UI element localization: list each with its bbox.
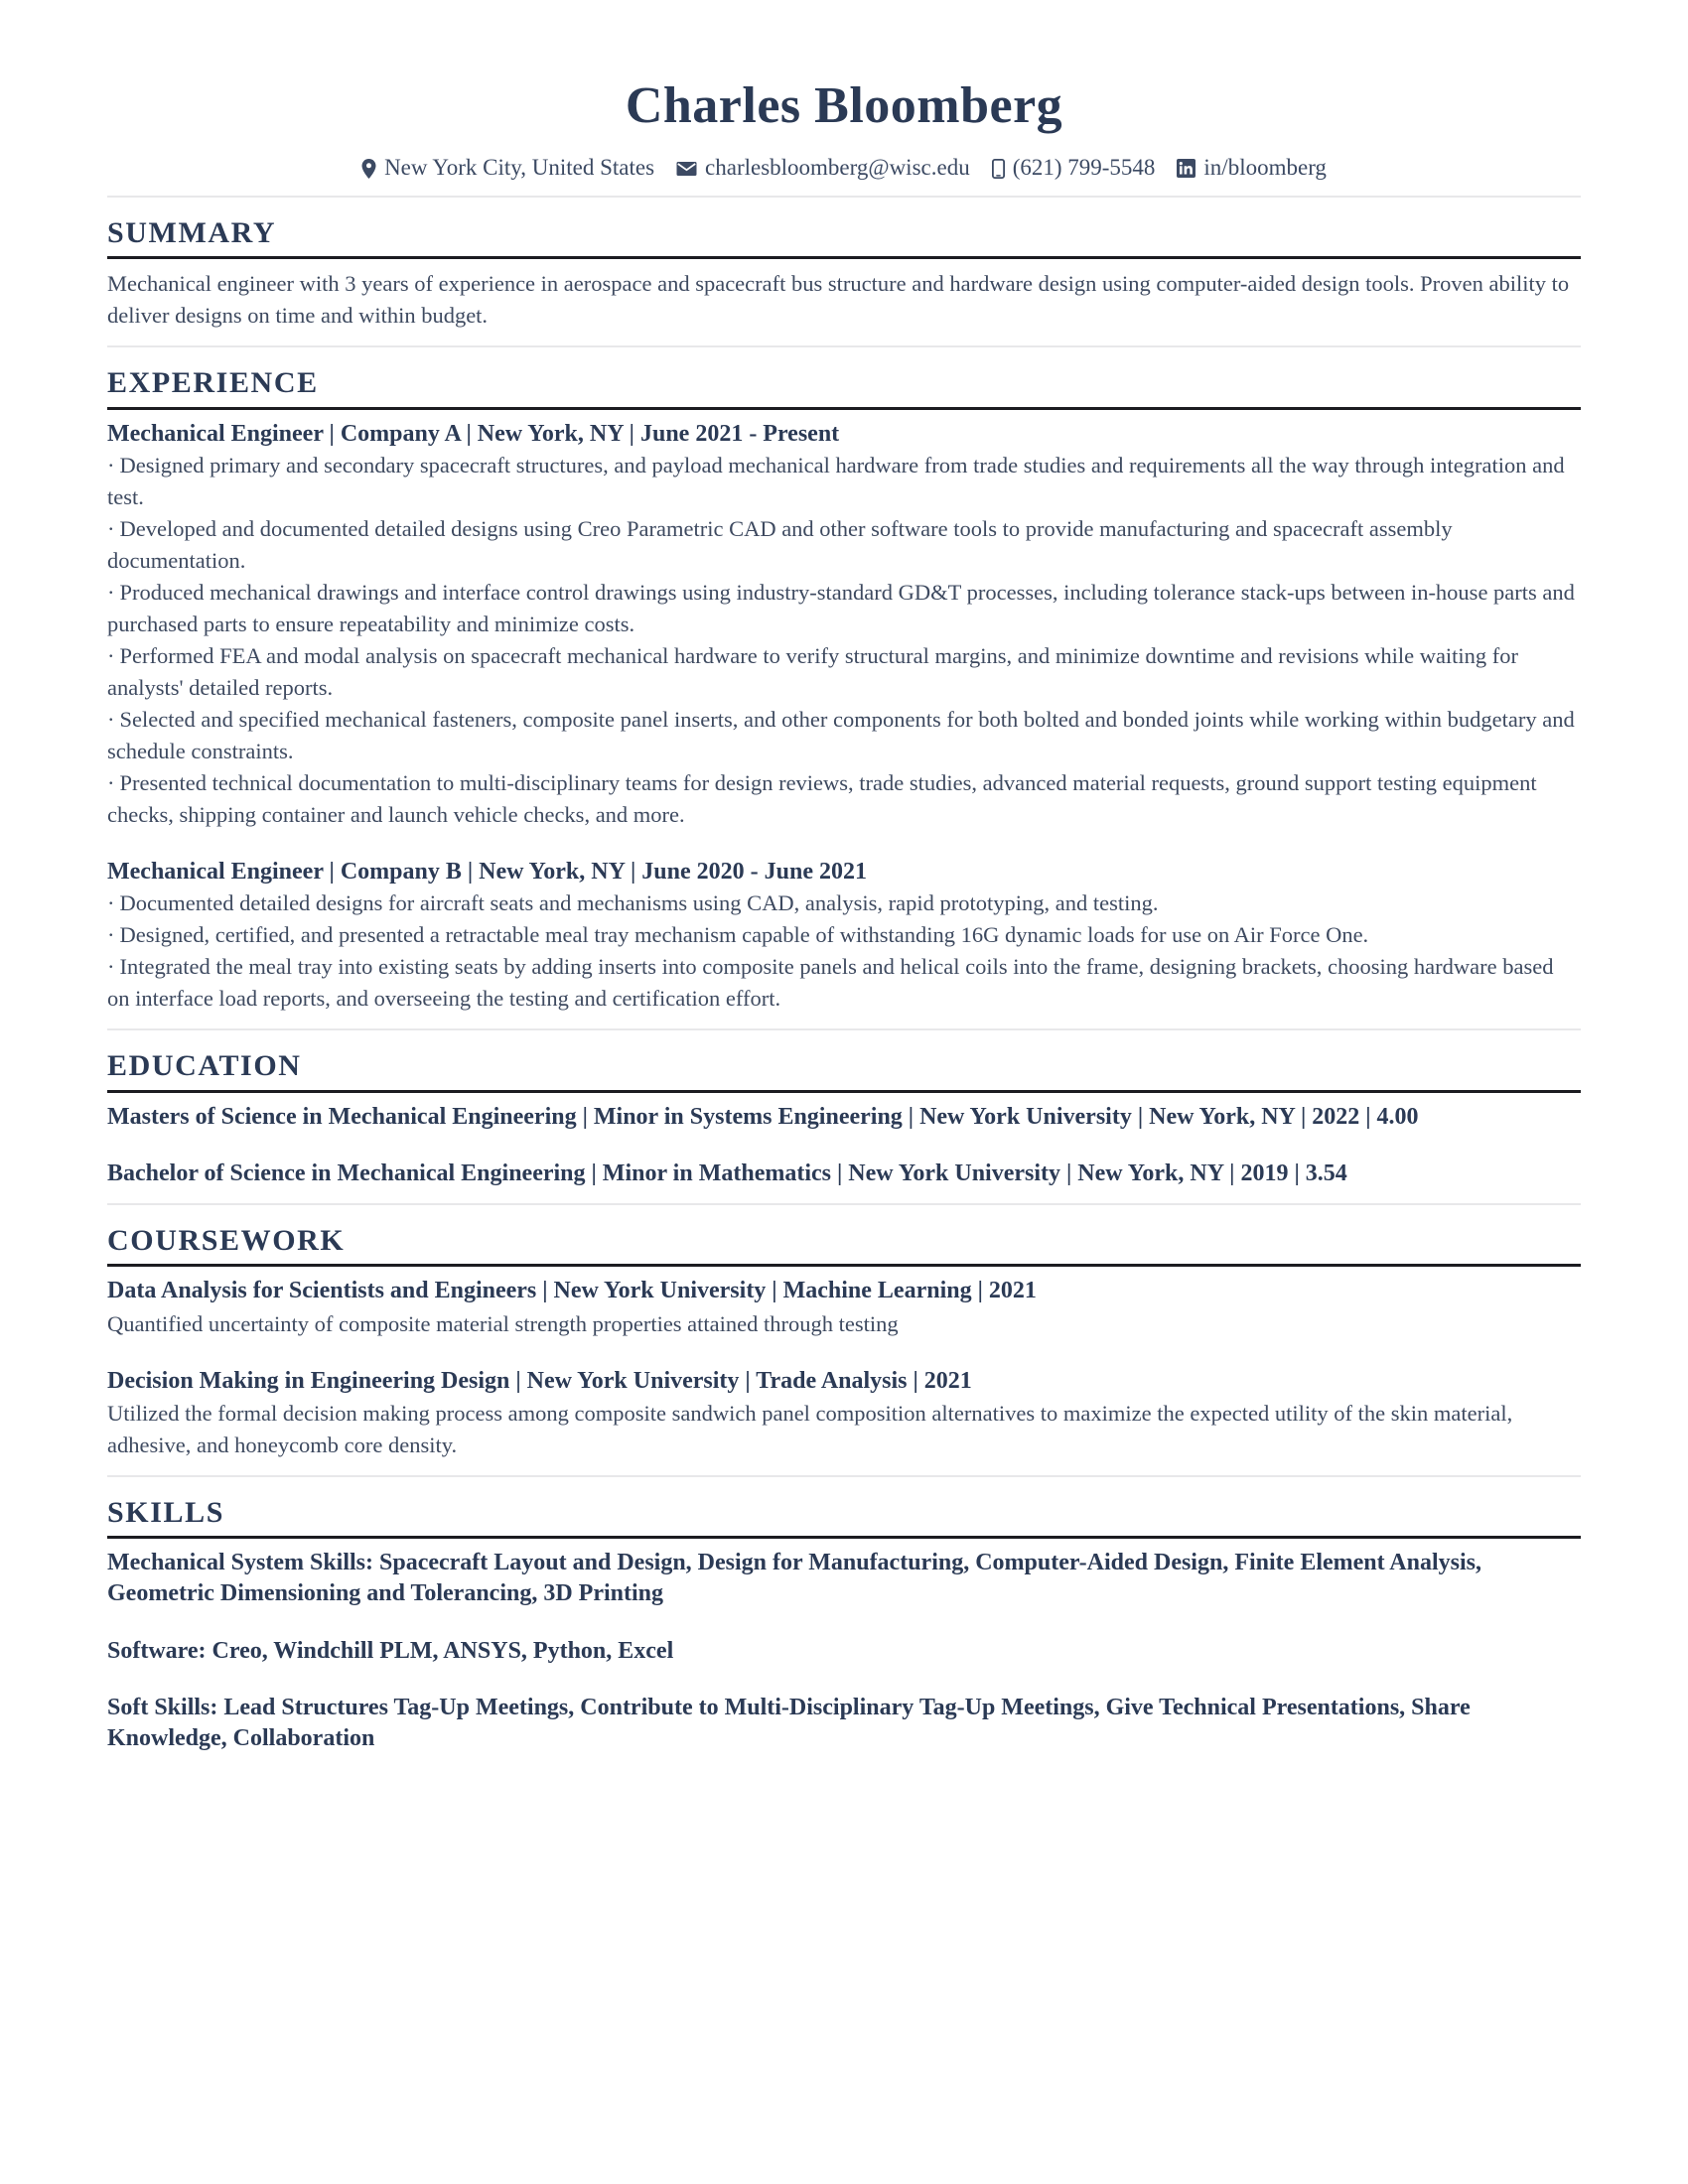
list-item xyxy=(107,513,1581,577)
coursework-item xyxy=(107,1276,1581,1339)
list-item-text: Documented detailed designs for aircraft seats and mechanisms using CAD, analysis, rapid prototyping, and testing. xyxy=(119,890,1159,916)
list-item-text: Developed and documented detailed designs using Creo Parametric CAD and other software tools to provide manufacturing and spacecraft assembly documentation. xyxy=(107,516,1453,574)
section-body-education xyxy=(107,1093,1581,1189)
coursework-item-desc: Utilized the formal decision making process among composite sandwich panel composition alternatives to maximize the expected utility of the skin material, adhesive, and honeycomb core density. xyxy=(107,1400,1513,1457)
list-item-text: Produced mechanical drawings and interface control drawings using industry-standard GD&T processes, including tolerance stack-ups between in-house parts and purchased parts to ensure repeatability and minimize costs. xyxy=(107,580,1575,637)
linkedin-icon xyxy=(1177,159,1196,178)
section-skills xyxy=(107,1475,1581,1754)
contact-phone-text: (621) 799-5548 xyxy=(1012,155,1156,181)
list-item xyxy=(107,577,1581,640)
skills-line: Soft Skills: Lead Structures Tag-Up Meetings, Contribute to Multi-Disciplinary Tag-Up Meetings, Give Technical Presentations, Share Knowledge, Collaboration xyxy=(107,1694,1471,1751)
contact-email-text: charlesbloomberg@wisc.edu xyxy=(705,155,970,181)
bullet-glyph: · xyxy=(107,453,115,478)
bullet-glyph: · xyxy=(107,643,115,668)
contact-location[interactable] xyxy=(361,154,654,182)
coursework-item-title: Decision Making in Engineering Design | New York University | Trade Analysis | 2021 xyxy=(107,1367,972,1394)
contact-email[interactable] xyxy=(676,154,970,182)
education-item: Bachelor of Science in Mechanical Engineering | Minor in Mathematics | New York University | New York, NY | 2019 | 3.54 xyxy=(107,1160,1347,1186)
contact-linkedin-text: in/bloomberg xyxy=(1203,155,1327,181)
list-item xyxy=(107,951,1581,1015)
list-item xyxy=(107,704,1581,767)
bullet-glyph: · xyxy=(107,706,115,732)
bullet-glyph: · xyxy=(107,516,115,542)
list-item-text: Selected and specified mechanical fasteners, composite panel inserts, and other components for both bolted and bonded joints while working within budgetary and schedule constraints. xyxy=(107,706,1575,763)
phone-icon xyxy=(992,159,1005,179)
experience-entry xyxy=(107,857,1581,1015)
section-title-summary: SUMMARY xyxy=(107,217,1581,260)
page-title: Charles Bloomberg xyxy=(625,77,1063,134)
section-body-coursework xyxy=(107,1267,1581,1460)
section-body-summary xyxy=(107,259,1581,332)
section-summary xyxy=(107,196,1581,332)
bullet-glyph: · xyxy=(107,922,115,948)
bullet-glyph: · xyxy=(107,580,115,606)
contact-line xyxy=(107,154,1581,182)
list-item xyxy=(107,887,1581,919)
skills-line: Software: Creo, Windchill PLM, ANSYS, Python, Excel xyxy=(107,1637,674,1664)
list-item-text: Presented technical documentation to multi-disciplinary teams for design reviews, trade studies, advanced material requests, ground support testing equipment checks, shipping container and launch vehicle checks, and more. xyxy=(107,769,1537,827)
experience-bullet-list xyxy=(107,887,1581,1015)
skills-line: Mechanical System Skills: Spacecraft Layout and Design, Design for Manufacturing, Computer-Aided Design, Finite Element Analysis, Geometric Dimensioning and Tolerancing, 3D Printing xyxy=(107,1550,1481,1607)
section-coursework xyxy=(107,1203,1581,1461)
summary-text: Mechanical engineer with 3 years of experience in aerospace and spacecraft bus structure and hardware design using computer-aided design tools. Proven ability to deliver designs on time and within budget. xyxy=(107,271,1570,329)
list-item-text: Performed FEA and modal analysis on spacecraft mechanical hardware to verify structural margins, and minimize downtime and revisions while waiting for analysts' detailed reports. xyxy=(107,643,1519,700)
coursework-item-desc: Quantified uncertainty of composite material strength properties attained through testing xyxy=(107,1310,899,1336)
coursework-item xyxy=(107,1366,1581,1461)
section-body-experience xyxy=(107,410,1581,1015)
experience-entry-title: Mechanical Engineer | Company B | New York, NY | June 2020 - June 2021 xyxy=(107,858,867,885)
list-item xyxy=(107,767,1581,831)
experience-bullet-list xyxy=(107,450,1581,830)
envelope-icon xyxy=(676,161,697,177)
list-item xyxy=(107,919,1581,951)
experience-entry-title: Mechanical Engineer | Company A | New York, NY | June 2021 - Present xyxy=(107,420,840,447)
list-item xyxy=(107,450,1581,513)
contact-linkedin[interactable] xyxy=(1177,154,1327,182)
experience-entry xyxy=(107,419,1581,831)
list-item-text: Designed, certified, and presented a retractable meal tray mechanism capable of withstanding 16G dynamic loads for use on Air Force One. xyxy=(119,922,1369,948)
section-title-coursework: COURSEWORK xyxy=(107,1225,1581,1268)
location-pin-icon xyxy=(361,159,376,179)
bullet-glyph: · xyxy=(107,890,115,916)
section-title-skills: SKILLS xyxy=(107,1497,1581,1540)
section-title-experience: EXPERIENCE xyxy=(107,367,1581,410)
section-experience xyxy=(107,345,1581,1015)
bullet-glyph: · xyxy=(107,769,115,795)
list-item-text: Designed primary and secondary spacecraft structures, and payload mechanical hardware from trade studies and requirements all the way through integration and test. xyxy=(107,453,1565,510)
bullet-glyph: · xyxy=(107,954,115,980)
contact-location-text: New York City, United States xyxy=(384,155,655,181)
list-item xyxy=(107,640,1581,704)
resume-header xyxy=(107,0,1581,182)
section-body-skills xyxy=(107,1539,1581,1754)
list-item-text: Integrated the meal tray into existing seats by adding inserts into composite panels and helical coils into the frame, designing brackets, choosing hardware based on interface load reports, and overseeing the testing and certification effort. xyxy=(107,954,1554,1012)
contact-phone[interactable] xyxy=(992,154,1156,182)
section-title-education: EDUCATION xyxy=(107,1050,1581,1093)
education-item: Masters of Science in Mechanical Engineering | Minor in Systems Engineering | New York University | New York, NY | 2022 | 4.00 xyxy=(107,1103,1419,1130)
coursework-item-title: Data Analysis for Scientists and Engineers | New York University | Machine Learning | 2021 xyxy=(107,1278,1037,1304)
section-education xyxy=(107,1028,1581,1189)
